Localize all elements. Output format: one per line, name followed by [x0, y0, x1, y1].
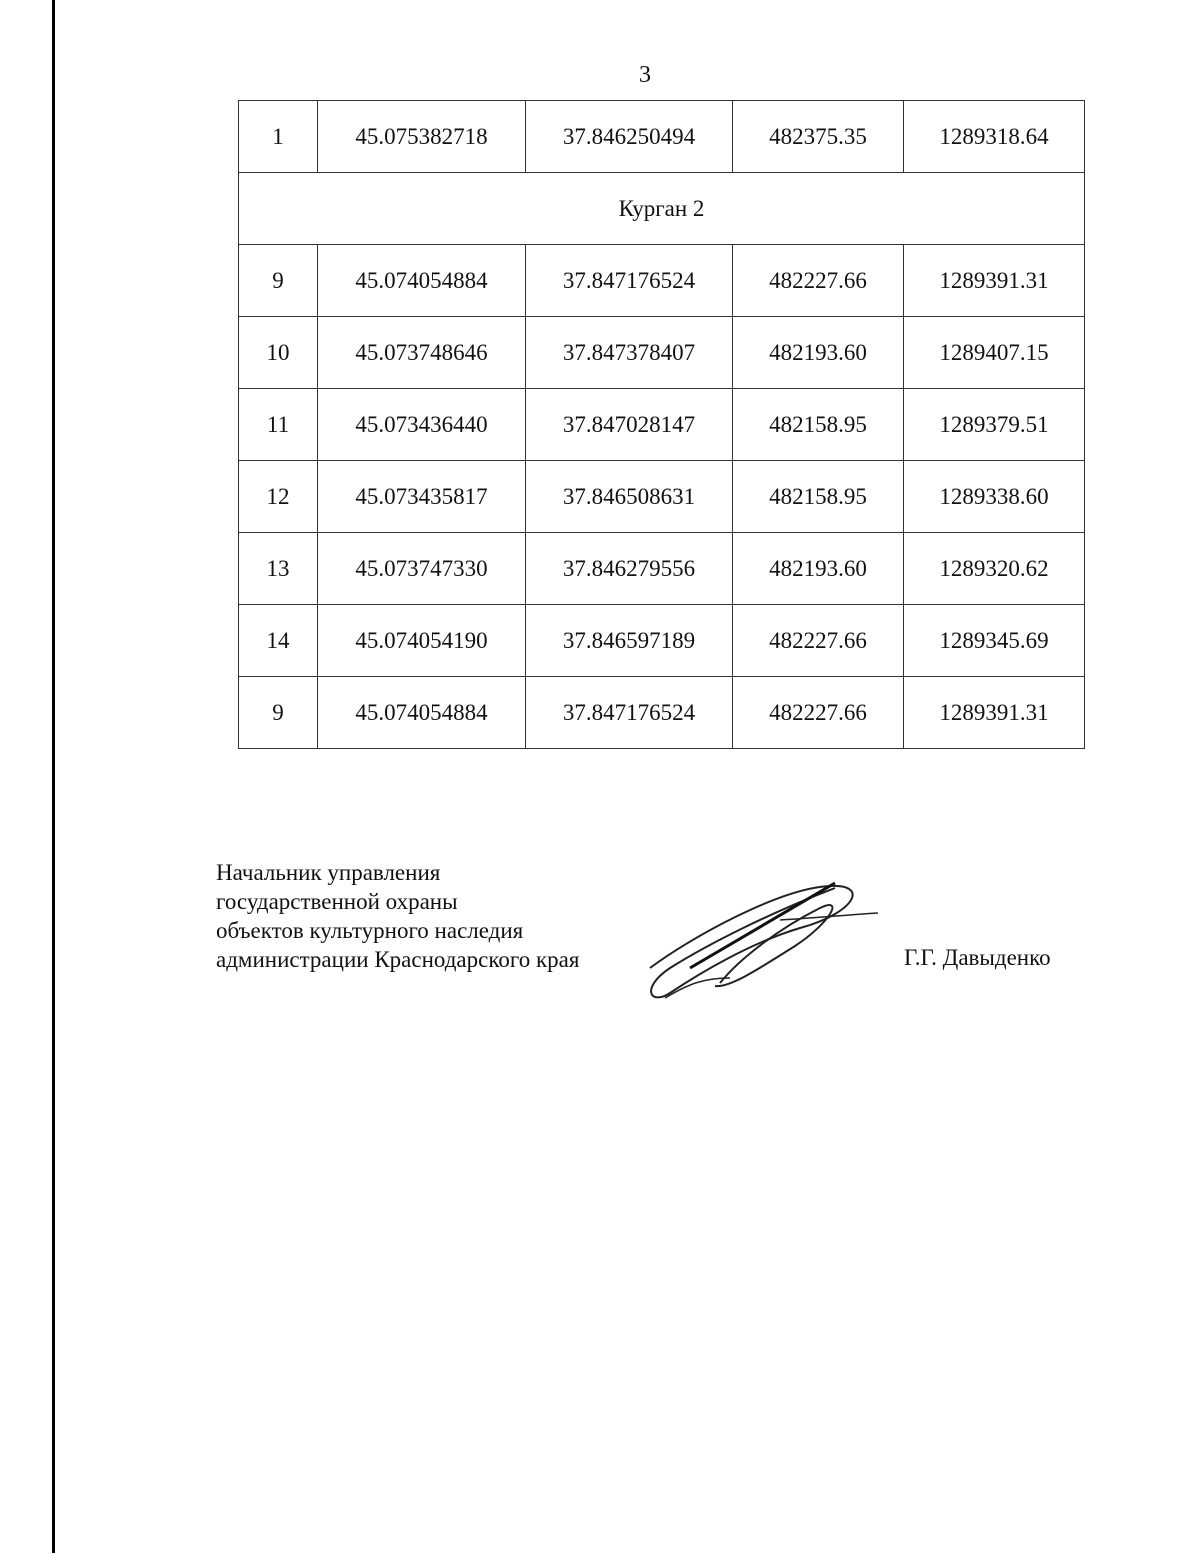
- table-cell: 482158.95: [733, 389, 904, 461]
- table-cell: 1289338.60: [904, 461, 1085, 533]
- table-section-row: [239, 173, 1085, 245]
- table-cell: 1289407.15: [904, 317, 1085, 389]
- table-cell: 11: [239, 389, 318, 461]
- table-cell: 37.847176524: [526, 245, 733, 317]
- table-row: [239, 317, 1085, 389]
- table-cell: 482227.66: [733, 245, 904, 317]
- table-cell: 37.846508631: [526, 461, 733, 533]
- table-row: [239, 101, 1085, 173]
- handwritten-signature: [630, 868, 890, 1018]
- table-row: [239, 677, 1085, 749]
- table-cell: 45.074054884: [318, 245, 526, 317]
- table-cell: 37.846597189: [526, 605, 733, 677]
- table-cell: 1289318.64: [904, 101, 1085, 173]
- position-line-1: Начальник управления: [216, 860, 441, 885]
- table-cell: 482193.60: [733, 533, 904, 605]
- table-cell: 482227.66: [733, 677, 904, 749]
- position-line-2: государственной охраны: [216, 889, 458, 914]
- table-cell: 1289391.31: [904, 677, 1085, 749]
- table-row: [239, 605, 1085, 677]
- signatory-name: Г.Г. Давыденко: [904, 945, 1051, 970]
- table-cell: 482375.35: [733, 101, 904, 173]
- table-cell: 1: [239, 101, 318, 173]
- table-row: [239, 461, 1085, 533]
- table-cell: 9: [239, 677, 318, 749]
- table-cell: 1289345.69: [904, 605, 1085, 677]
- table-cell: 12: [239, 461, 318, 533]
- table-row: [239, 533, 1085, 605]
- table-cell: 45.073747330: [318, 533, 526, 605]
- table-cell: 1289391.31: [904, 245, 1085, 317]
- table-cell: 1289320.62: [904, 533, 1085, 605]
- page-number: 3: [639, 62, 651, 88]
- table-cell: 482158.95: [733, 461, 904, 533]
- table-cell: 9: [239, 245, 318, 317]
- table-cell: 45.073436440: [318, 389, 526, 461]
- table-cell: 45.074054190: [318, 605, 526, 677]
- table-cell: 37.846250494: [526, 101, 733, 173]
- table-cell: 13: [239, 533, 318, 605]
- table-cell: 45.073435817: [318, 461, 526, 533]
- position-line-4: администрации Краснодарского края: [216, 947, 580, 972]
- table-cell: 10: [239, 317, 318, 389]
- scan-edge-line: [52, 0, 55, 1553]
- table-cell: 45.074054884: [318, 677, 526, 749]
- table-cell: 482227.66: [733, 605, 904, 677]
- table-cell: 45.073748646: [318, 317, 526, 389]
- section-label: Курган 2: [239, 173, 1085, 245]
- table-cell: 45.075382718: [318, 101, 526, 173]
- table-cell: 482193.60: [733, 317, 904, 389]
- coordinates-table: [238, 100, 1085, 749]
- table-cell: 37.846279556: [526, 533, 733, 605]
- table-cell: 14: [239, 605, 318, 677]
- table-cell: 37.847028147: [526, 389, 733, 461]
- signatory-position: [216, 858, 579, 974]
- table-cell: 37.847378407: [526, 317, 733, 389]
- table-row: [239, 389, 1085, 461]
- table-row: [239, 245, 1085, 317]
- position-line-3: объектов культурного наследия: [216, 918, 524, 943]
- table-cell: 37.847176524: [526, 677, 733, 749]
- table-cell: 1289379.51: [904, 389, 1085, 461]
